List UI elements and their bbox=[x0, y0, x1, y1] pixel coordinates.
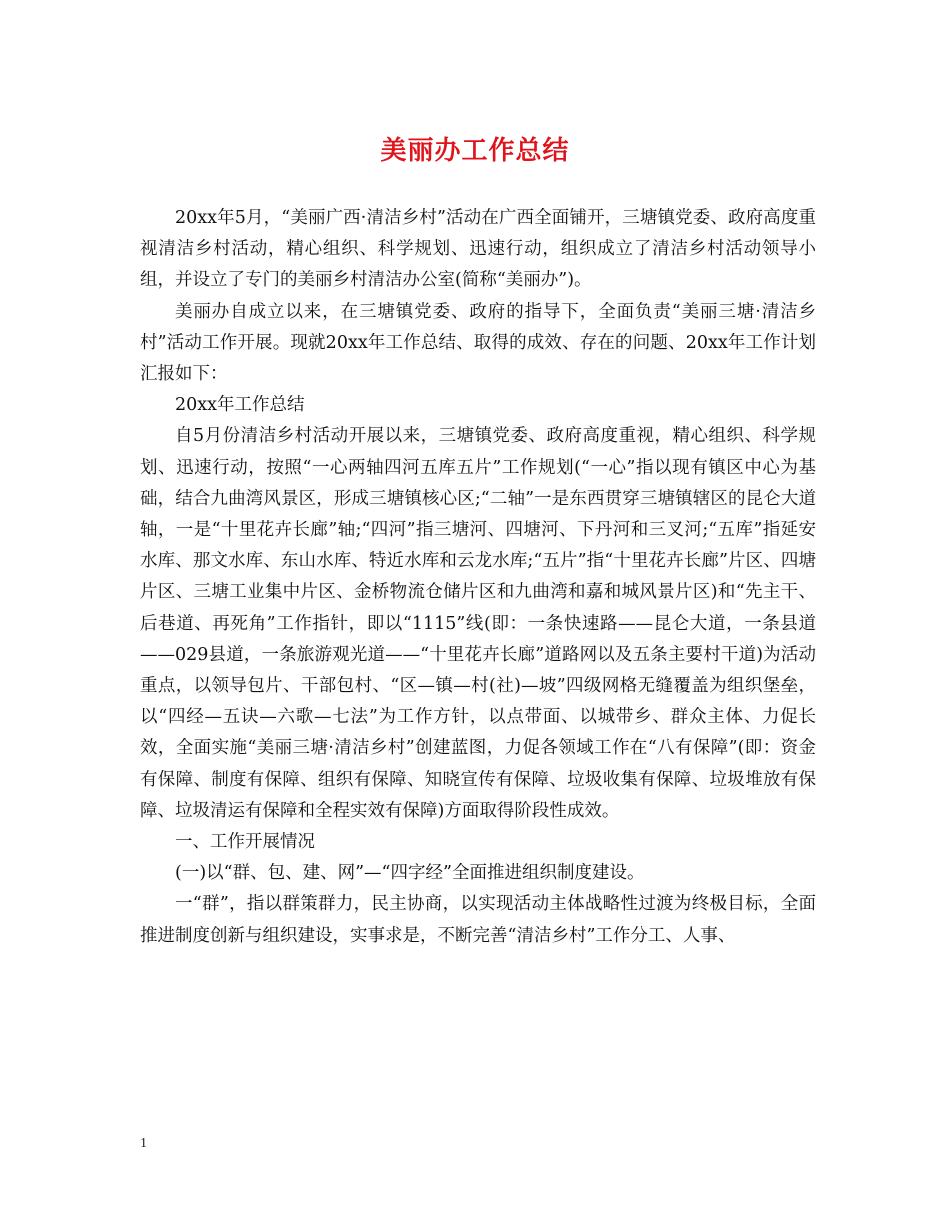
paragraph: 一“群”，指以群策群力，民主协商，以实现活动主体战略性过渡为终极目标，全面推进制度创新与组织建设，实事求是，不断完善“清洁乡村”工作分工、人事、 bbox=[140, 894, 816, 946]
paragraph: 美丽办自成立以来，在三塘镇党委、政府的指导下，全面负责“美丽三塘·清洁乡村”活动工作开展。现就20xx年工作总结、取得的成效、存在的问题、20xx年工作计划汇报如下： bbox=[140, 301, 816, 385]
document-title: 美丽办工作总结 bbox=[380, 136, 570, 166]
section-heading: 一、工作开展情况 bbox=[175, 832, 315, 853]
subsection-heading: (一)以“群、包、建、网”—“四字经”全面推进组织制度建设。 bbox=[175, 863, 645, 884]
paragraph: 自5月份清洁乡村活动开展以来，三塘镇党委、政府高度重视，精心组织、科学规划、迅速行动，按照“一心两轴四河五库五片”工作规划(“一心”指以现有镇区中心为基础，结合九曲湾风景区，形成三塘镇核心区;“二轴”一是东西贯穿三塘镇辖区的昆仑大道轴，一是“十里花卉长廊”轴;“四河”指三塘河、四塘河、下丹河和三叉河;“五库”指延安水库、那文水库、东山水库、特近水库和云龙水库;“五片”指“十里花卉长廊”片区、四塘片区、三塘工业集中片区、金桥物流仓储片区和九曲湾和嘉和城风景片区)和“先主干、后巷道、再死角”工作指针，即以“1115”线(即：一条快速路——昆仑大道，一条县道——029县道，一条旅游观光道——“十里花卉长廊”道路网以及五条主要村干道)为活动重点，以领导包片、干部包村、“区—镇—村(社)—坡”四级网格无缝覆盖为组织堡垒，以“四经—五诀—六歌—七法”为工作方针，以点带面、以城带乡、群众主体、力促长效，全面实施“美丽三塘·清洁乡村”创建蓝图，力促各领域工作在“八有保障”(即：资金有保障、制度有保障、组织有保障、知晓宣传有保障、垃圾收集有保障、垃圾堆放有保障、垃圾清运有保障和全程实效有保障)方面取得阶段性成效。 bbox=[140, 426, 816, 821]
section-heading: 20xx年工作总结 bbox=[175, 395, 305, 416]
paragraph: 20xx年5月，“美丽广西·清洁乡村”活动在广西全面铺开，三塘镇党委、政府高度重视清洁乡村活动，精心组织、科学规划、迅速行动，组织成立了清洁乡村活动领导小组，并设立了专门的美丽乡村清洁办公室(简称“美丽办”)。 bbox=[140, 208, 816, 291]
page-number: 1 bbox=[140, 1136, 147, 1151]
document-body bbox=[140, 203, 816, 952]
